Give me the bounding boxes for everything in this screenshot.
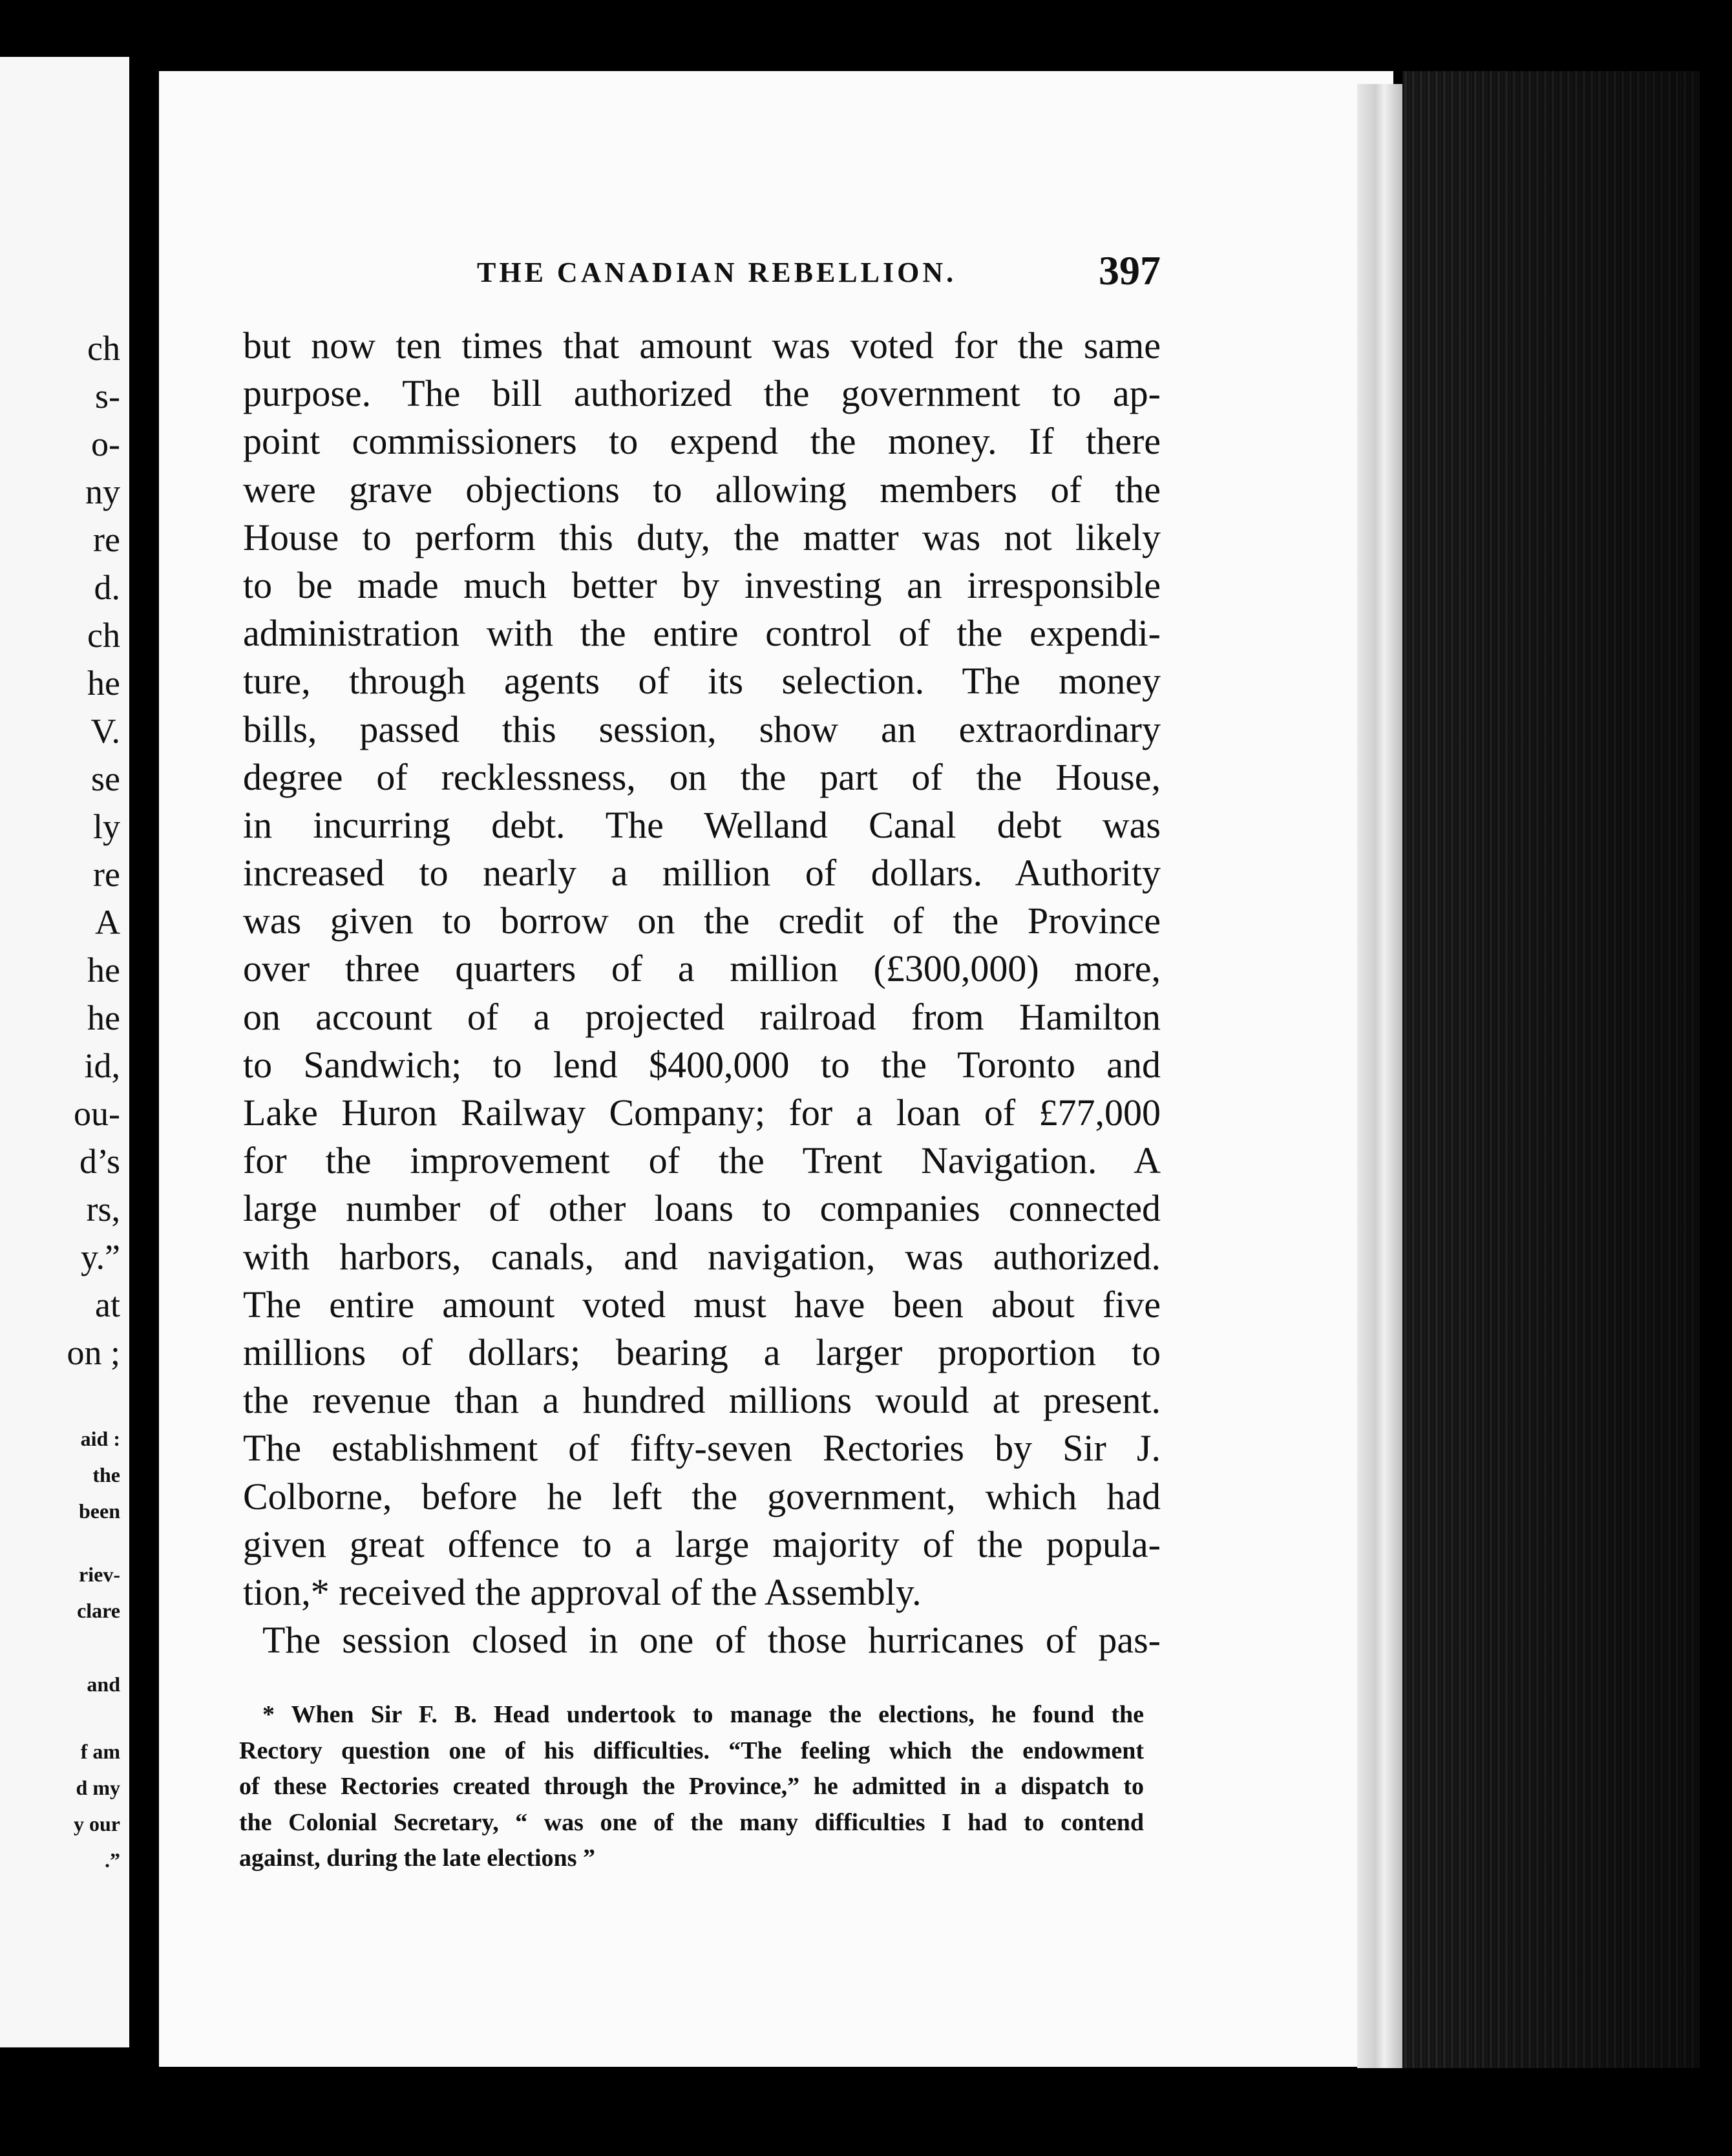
left-fragment: at [95, 1285, 120, 1324]
left-fragment: V. [90, 712, 120, 750]
text-line: to be made much better by investing an irresponsible [243, 564, 1161, 606]
footnote-line: of these Rectories created through the Province,” he admitted in a dispatch to [239, 1773, 1144, 1800]
left-fragment: d my [76, 1776, 120, 1799]
text-line: with harbors, canals, and navigation, was authorized. [243, 1235, 1161, 1278]
left-fragment: re [93, 855, 120, 894]
text-line: given great offence to a large majority of the popula- [243, 1523, 1161, 1565]
running-head: THE CANADIAN REBELLION. [477, 257, 957, 288]
text-line: were grave objections to allowing members of the [243, 468, 1161, 511]
footnote-line: against, during the late elections ” [239, 1844, 595, 1872]
text-line: purpose. The bill authorized the government to ap- [243, 372, 1161, 415]
footnote [239, 1697, 1144, 1877]
text-line: Colborne, before he left the government, which had [243, 1475, 1161, 1517]
left-fragment: id, [84, 1046, 120, 1085]
page-edge-stack [1357, 84, 1402, 2068]
text-line: point commissioners to expend the money. If there [243, 420, 1161, 463]
left-fragment: riev- [79, 1563, 120, 1586]
left-fragment: y.” [81, 1238, 120, 1276]
left-fragment: he [87, 999, 120, 1037]
text-line: administration with the entire control of the expendi- [243, 612, 1161, 655]
left-fragment: y our [74, 1812, 120, 1835]
page-header [243, 247, 1161, 299]
left-fragment: on ; [67, 1333, 120, 1372]
text-line: degree of recklessness, on the part of the House, [243, 756, 1161, 798]
previous-page-edge [0, 57, 129, 2047]
left-fragment: f am [80, 1740, 120, 1763]
text-line: in incurring debt. The Welland Canal debt was [243, 803, 1161, 846]
text-line: ture, through agents of its selection. The money [243, 660, 1161, 703]
footnote-line: Rectory question one of his difficulties. “The feeling which the endowment [239, 1737, 1144, 1764]
left-fragment: ny [85, 472, 120, 511]
text-line: over three quarters of a million (£300,000) more, [243, 947, 1161, 990]
left-fragment: ou- [74, 1094, 120, 1133]
text-line: The session closed in one of those hurricanes of pas- [262, 1619, 1161, 1662]
left-fragment: ch [87, 329, 120, 368]
book-block-edge [1402, 71, 1700, 2068]
text-line: on account of a projected railroad from Hamilton [243, 995, 1161, 1038]
left-fragment: he [87, 951, 120, 989]
text-line: House to perform this duty, the matter was not likely [243, 516, 1161, 558]
left-fragment: .” [105, 1848, 120, 1872]
left-fragment: aid : [80, 1427, 120, 1450]
text-line: the revenue than a hundred millions would at present. [243, 1379, 1161, 1422]
left-fragment: A [95, 903, 120, 942]
text-line: Lake Huron Railway Company; for a loan of £77,000 [243, 1092, 1161, 1134]
text-line: The establishment of fifty-seven Rectories by Sir J. [243, 1427, 1161, 1470]
text-line: but now ten times that amount was voted for the same [243, 324, 1161, 366]
left-fragment: he [87, 664, 120, 703]
left-fragment: rs, [86, 1190, 120, 1229]
left-fragment: ly [92, 807, 120, 846]
left-fragment: re [93, 520, 120, 559]
text-line: millions of dollars; bearing a larger proportion to [243, 1331, 1161, 1373]
left-fragment: been [79, 1499, 120, 1523]
footnote-line: the Colonial Secretary, “ was one of the many difficulties I had to contend [239, 1808, 1144, 1836]
footnote-line: * When Sir F. B. Head undertook to manage the elections, he found the [262, 1701, 1144, 1728]
left-fragment: s- [95, 377, 120, 416]
text-line: bills, passed this session, show an extraordinary [243, 708, 1161, 750]
text-line: for the improvement of the Trent Navigation. A [243, 1139, 1161, 1182]
body-text [243, 322, 1161, 1664]
left-fragment: d. [94, 568, 120, 607]
left-fragment: the [92, 1463, 120, 1486]
left-fragment: ch [87, 616, 120, 655]
left-fragment: o- [91, 425, 120, 463]
left-fragment: and [87, 1673, 120, 1696]
text-line: was given to borrow on the credit of the Province [243, 900, 1161, 942]
page-number: 397 [1099, 248, 1161, 293]
text-line: to Sandwich; to lend $400,000 to the Toronto and [243, 1043, 1161, 1086]
text-line: large number of other loans to companies connected [243, 1187, 1161, 1230]
left-fragment: clare [77, 1599, 120, 1622]
text-line: increased to nearly a million of dollars. Authority [243, 852, 1161, 894]
left-fragment: d’s [79, 1142, 120, 1181]
left-fragment: se [91, 759, 120, 798]
text-line: tion,* received the approval of the Assembly. [243, 1570, 922, 1613]
text-line: The entire amount voted must have been about five [243, 1283, 1161, 1326]
